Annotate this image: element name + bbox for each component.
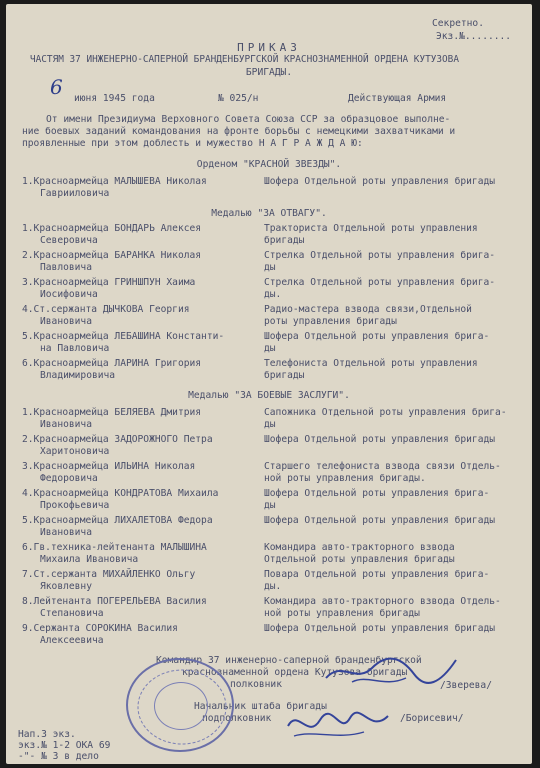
recipient-name: 8.Лейтенанта ПОГЕРЕЛЬЕВА Василия (22, 596, 207, 607)
recipient-patronymic: Павловича (40, 261, 92, 273)
recipient-name: 7.Ст.сержанта МИХАЙЛЕНКО Ольгу (22, 569, 196, 580)
recipient-position-cont: ной роты управления бригады (264, 607, 420, 619)
recipient-patronymic: Северовича (40, 234, 98, 246)
section-heading-combat-merit: Медалью "ЗА БОЕВЫЕ ЗАСЛУГИ". (188, 390, 350, 401)
recipient-position: Тракториста Отдельной роты управления (264, 223, 478, 234)
preamble-line-2: ние боевых заданий командования на фронте борьбы с немецкими захватчиками и (22, 126, 456, 137)
recipient-position: Повара Отдельной роты управления брига- (264, 569, 490, 580)
recipient-position: Шофера Отдельной роты управления бригады (264, 623, 496, 634)
commander-signature-icon (322, 654, 462, 690)
recipient-position-cont: ды (264, 261, 276, 273)
recipient-patronymic: Михаила Ивановича (40, 553, 139, 565)
recipient-name: 1.Красноармейца БЕЛЯЕВА Дмитрия (22, 407, 202, 418)
recipient-name: 2.Красноармейца БАРАНКА Николая (22, 250, 202, 261)
footer-file-copy: -"- № 3 в дело (18, 751, 99, 762)
seal-ring-icon (128, 660, 236, 754)
order-date: июня 1945 года (74, 93, 155, 104)
recipient-position: Старшего телефониста взвода связи Отдель- (264, 461, 501, 472)
recipient-position-cont: ды. (264, 288, 282, 300)
official-seal (126, 658, 234, 752)
recipient-patronymic: Владимировича (40, 369, 116, 381)
chief-of-staff-rank: подполковник (202, 713, 272, 724)
recipient-name: 5.Красноармейца ЛИХАЛЕТОВА Федора (22, 515, 213, 526)
recipient-position: Стрелка Отдельной роты управления брига- (264, 250, 496, 261)
section-heading-for-courage: Медалью "ЗА ОТВАГУ". (211, 208, 327, 219)
recipient-position-cont: ды (264, 342, 276, 354)
footer-copies: Нап.3 экз. (18, 729, 76, 740)
chief-of-staff-signature-icon (284, 706, 394, 742)
chief-of-staff-title: Начальник штаба бригады (194, 701, 327, 712)
secrecy-stamp-line-1: Секретно. (432, 18, 484, 29)
commander-rank: полковник (230, 679, 282, 690)
recipient-position-cont: ды (264, 499, 276, 511)
recipient-name: 1.Красноармейца МАЛЫШЕВА Николая (22, 176, 207, 187)
recipient-patronymic: Иосифовича (40, 288, 98, 300)
recipient-position-cont: роты управления бригады (264, 315, 397, 327)
recipient-position: Телефониста Отдельной роты управления (264, 358, 478, 369)
recipient-name: 4.Красноармейца КОНДРАТОВА Михаила (22, 488, 219, 499)
recipient-name: 3.Красноармейца ИЛЬИНА Николая (22, 461, 196, 472)
recipient-name: 5.Красноармейца ЛЕБАШИНА Константи- (22, 331, 225, 342)
recipient-patronymic: Прокофьевича (40, 499, 110, 511)
recipient-position-cont: ды (264, 418, 276, 430)
recipient-position: Командира авто-тракторного взвода (264, 542, 455, 553)
order-number: № 025/н (218, 93, 259, 104)
recipient-patronymic: Степановича (40, 607, 104, 619)
award-order-document (6, 4, 532, 764)
recipient-name: 2.Красноармейца ЗАДОРОЖНОГО Петра (22, 434, 213, 445)
preamble-line-1: От имени Президиума Верховного Совета Союза ССР за образцовое выполне- (46, 114, 451, 125)
recipient-patronymic: Алексеевича (40, 634, 104, 646)
order-day-handwritten: 6 (50, 75, 63, 99)
recipient-position: Шофера Отдельной роты управления бригады (264, 434, 496, 445)
recipient-position: Стрелка Отдельной роты управления брига- (264, 277, 496, 288)
recipient-position: Командира авто-тракторного взвода Отдель- (264, 596, 501, 607)
recipient-name: 6.Гв.техника-лейтенанта МАЛЫШИНА (22, 542, 207, 553)
preamble-line-3: проявленные при этом доблесть и мужество Н А Г Р А Ж Д А Ю: (22, 138, 363, 149)
recipient-patronymic: Харитоновича (40, 445, 110, 457)
recipient-position-cont: бригады (264, 369, 305, 381)
order-heading-line-2: БРИГАДЫ. (245, 67, 293, 78)
recipient-position: Сапожника Отдельной роты управления брига- (264, 407, 507, 418)
recipient-patronymic: Федоровича (40, 472, 98, 484)
recipient-name: 4.Ст.сержанта ДЫЧКОВА Георгия (22, 304, 190, 315)
recipient-patronymic: Гаврииловича (40, 187, 110, 199)
recipient-patronymic: Ивановича (40, 315, 92, 327)
recipient-position: Шофера Отдельной роты управления брига- (264, 331, 490, 342)
recipient-name: 3.Красноармейца ГРИНШПУН Хаима (22, 277, 196, 288)
recipient-position: Шофера Отдельной роты управления бригады (264, 176, 496, 187)
commander-name: /Зверева/ (440, 680, 492, 691)
order-heading-line-1: ЧАСТЯМ 37 ИНЖЕНЕРНО-САПЕРНОЙ БРАНДЕНБУРГСКОЙ КРАСНОЗНАМЕННОЙ ОРДЕНА КУТУЗОВА (30, 54, 459, 65)
recipient-patronymic: Ивановича (40, 526, 92, 538)
recipient-name: 9.Сержанта СОРОКИНА Василия (22, 623, 178, 634)
recipient-position: Шофера Отдельной роты управления бригады (264, 515, 496, 526)
commander-title-line-2: краснознаменной ордена Кутузова бригады (182, 667, 408, 678)
recipient-position-cont: бригады (264, 234, 305, 246)
recipient-position-cont: ды. (264, 580, 282, 592)
recipient-patronymic: на Павловича (40, 342, 110, 354)
recipient-name: 6.Красноармейца ЛАРИНА Григория (22, 358, 202, 369)
chief-of-staff-name: /Борисевич/ (400, 713, 464, 724)
order-place: Действующая Армия (348, 93, 447, 104)
recipient-name: 1.Красноармейца БОНДАРЬ Алексея (22, 223, 202, 234)
footer-distribution: экз.№ 1-2 ОКА 69 (18, 740, 111, 751)
recipient-position-cont: ной роты управления бригады. (264, 472, 426, 484)
recipient-patronymic: Яковлевну (40, 580, 92, 592)
recipient-position-cont: Отдельной роты управления бригады (264, 553, 455, 565)
commander-title-line-1: Командир 37 инженерно-саперной бранденбургской (156, 655, 422, 666)
order-title: ПРИКАЗ (237, 41, 301, 54)
recipient-position: Радио-мастера взвода связи,Отдельной (264, 304, 472, 315)
recipient-patronymic: Ивановича (40, 418, 92, 430)
section-heading-red-star: Орденом "КРАСНОЙ ЗВЕЗДЫ". (196, 159, 342, 170)
recipient-position: Шофера Отдельной роты управления брига- (264, 488, 490, 499)
secrecy-stamp-line-2: Экз.№........ (436, 31, 512, 42)
